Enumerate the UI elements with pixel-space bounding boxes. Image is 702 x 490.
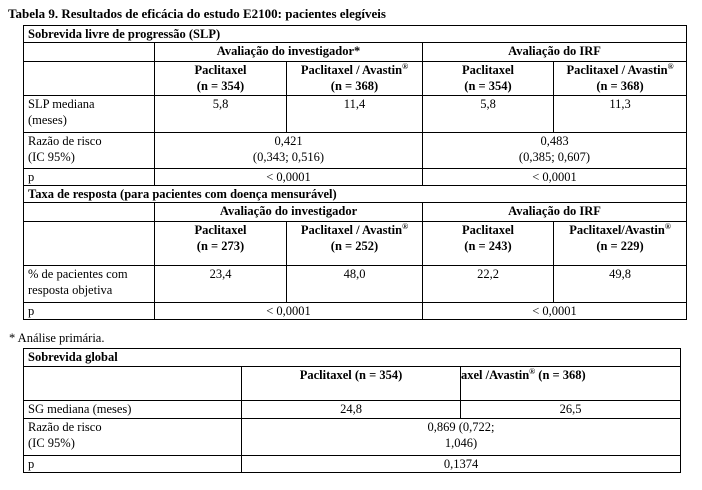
row-label: SG mediana (meses)	[24, 401, 242, 419]
table-cell: < 0,0001	[423, 303, 687, 320]
table-cell: 22,2	[423, 266, 554, 303]
empty-cell	[24, 43, 155, 62]
table-cell: < 0,0001	[155, 169, 423, 186]
column-header: Paclitaxel (n = 243)	[423, 222, 554, 266]
table-row	[24, 133, 687, 169]
table-cell: 0,869 (0,722; 1,046)	[242, 419, 681, 456]
table-cell: 48,0	[287, 266, 423, 303]
table-row	[24, 266, 687, 303]
table-cell: 23,4	[155, 266, 287, 303]
table-cell: 0,1374	[242, 456, 681, 473]
row-label: SLP mediana (meses)	[24, 96, 155, 133]
row-label: % de pacientes com resposta objetiva	[24, 266, 155, 303]
table-cell: 24,8	[242, 401, 461, 419]
group-header-irf: Avaliação do IRF	[423, 203, 687, 222]
empty-cell	[24, 222, 155, 266]
section-header-overall-survival: Sobrevida global	[24, 349, 681, 367]
table-cell: 5,8	[423, 96, 554, 133]
section-header-response: Taxa de resposta (para pacientes com doença mensurável)	[24, 186, 687, 203]
row-label: p	[24, 169, 155, 186]
row-label: Razão de risco (IC 95%)	[24, 133, 155, 169]
row-label: p	[24, 303, 155, 320]
efficacy-table	[23, 25, 687, 320]
empty-cell	[24, 203, 155, 222]
table-cell: 11,4	[287, 96, 423, 133]
empty-cell	[24, 62, 155, 96]
table-cell: 5,8	[155, 96, 287, 133]
row-label: p	[24, 456, 242, 473]
table-cell: 0,483 (0,385; 0,607)	[423, 133, 687, 169]
group-header-investigator: Avaliação do investigador*	[155, 43, 423, 62]
column-header: Paclitaxel (n = 354)	[155, 62, 287, 96]
overall-survival-table	[23, 348, 681, 473]
empty-cell	[24, 367, 242, 401]
column-header: Paclitaxel/Avastin® (n = 229)	[554, 222, 687, 266]
group-header-irf: Avaliação do IRF	[423, 43, 687, 62]
table-row	[24, 169, 687, 186]
table-cell: 0,421 (0,343; 0,516)	[155, 133, 423, 169]
column-header: Paclitaxel / Avastin® (n = 368)	[554, 62, 687, 96]
group-header-investigator: Avaliação do investigador	[155, 203, 423, 222]
column-header: axel /Avastin® (n = 368)	[461, 367, 681, 401]
footnote: * Análise primária.	[9, 331, 105, 345]
section-header-slp: Sobrevida livre de progressão (SLP)	[24, 26, 687, 43]
table-cell: < 0,0001	[155, 303, 423, 320]
table-row	[24, 303, 687, 320]
table-cell: 26,5	[461, 401, 681, 419]
column-header: Paclitaxel (n = 354)	[242, 367, 461, 401]
table-cell: < 0,0001	[423, 169, 687, 186]
column-header: Paclitaxel / Avastin® (n = 368)	[287, 62, 423, 96]
table-title: Tabela 9. Resultados de eficácia do estudo E2100: pacientes elegíveis	[8, 6, 386, 21]
row-label: Razão de risco (IC 95%)	[24, 419, 242, 456]
table-cell: 11,3	[554, 96, 687, 133]
table-cell: 49,8	[554, 266, 687, 303]
table-row	[24, 419, 681, 456]
table-row	[24, 456, 681, 473]
column-header: Paclitaxel / Avastin® (n = 252)	[287, 222, 423, 266]
column-header: Paclitaxel (n = 354)	[423, 62, 554, 96]
column-header: Paclitaxel (n = 273)	[155, 222, 287, 266]
table-row	[24, 96, 687, 133]
table-row	[24, 401, 681, 419]
